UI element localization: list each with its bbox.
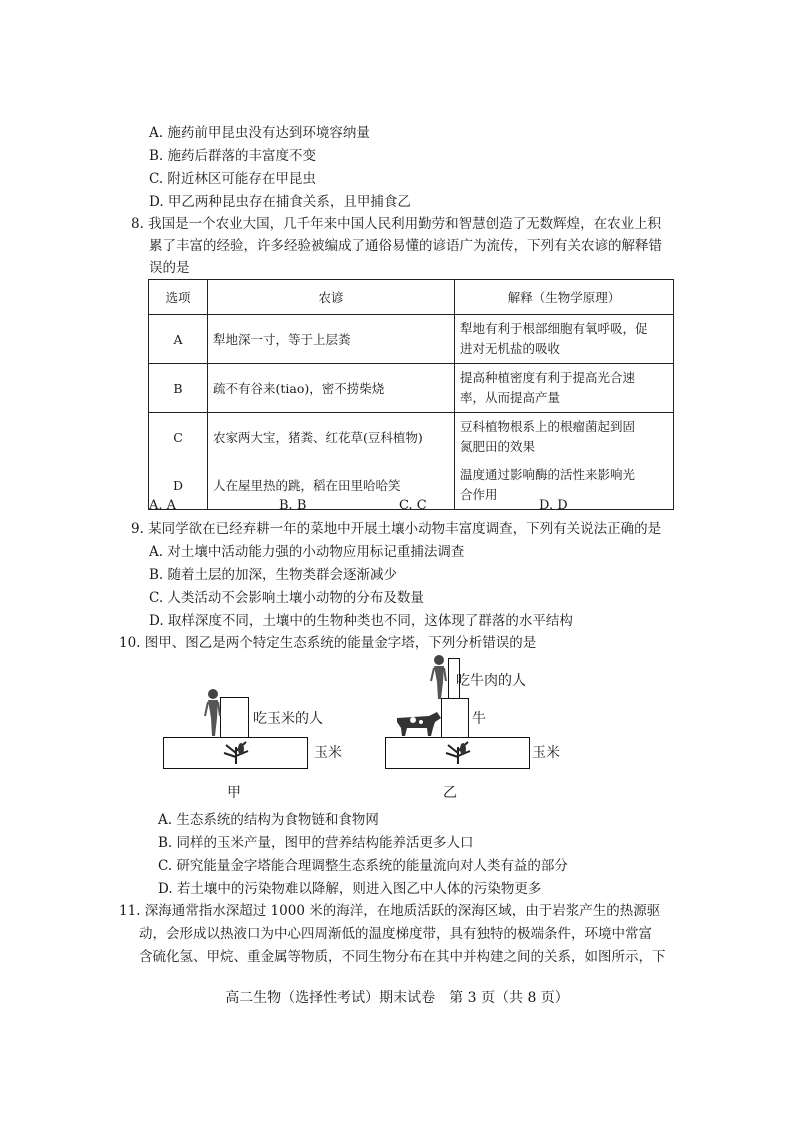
jia-top-level — [220, 697, 249, 739]
q8-choice-a: A. A — [149, 498, 177, 513]
exp-line2: 进对无机盐的吸收 — [460, 341, 561, 356]
q10-option-a: A. 生态系统的结构为食物链和食物网 — [158, 812, 379, 828]
exp-line1: 豆科植物根系上的根瘤菌起到固 — [460, 419, 636, 434]
row-option: D — [149, 461, 208, 510]
table-row — [149, 413, 674, 462]
q10-stem: 10. 图甲、图乙是两个特定生态系统的能量金字塔，下列分析错误的是 — [119, 635, 537, 651]
corn-icon — [221, 739, 251, 765]
q7-option-d: D. 甲乙两种昆虫存在捕食关系，且甲捕食乙 — [149, 194, 411, 210]
yi-bottom-label: 玉米 — [532, 745, 560, 761]
person-icon — [203, 688, 223, 738]
yi-mid-label: 牛 — [472, 711, 486, 727]
person-icon — [429, 654, 449, 700]
jia-bottom-label: 玉米 — [314, 745, 342, 761]
row-explanation — [455, 413, 674, 462]
pyramid-jia — [163, 650, 363, 810]
q8-stem-line3: 误的是 — [149, 260, 190, 276]
row-explanation — [455, 315, 674, 364]
q8-choice-b: B. B — [279, 498, 307, 513]
row-option: A — [149, 315, 208, 364]
row-option: C — [149, 413, 208, 462]
table-header-row — [149, 280, 674, 315]
exp-line2: 率，从而提高产量 — [460, 390, 561, 405]
jia-caption: 甲 — [227, 785, 241, 801]
yi-caption: 乙 — [443, 785, 457, 801]
q8-choice-c: C. C — [399, 498, 427, 513]
table-row — [149, 364, 674, 413]
q9-stem: 9. 某同学欲在已经弃耕一年的菜地中开展土壤小动物丰富度调查，下列有关说法正确的是 — [131, 521, 662, 537]
row-saying: 疏不有谷来(tiao)，密不捞柴烧 — [208, 364, 455, 413]
table-row — [149, 315, 674, 364]
exp-line1: 提高种植密度有利于提高光合速 — [460, 370, 636, 385]
pyramid-yi — [385, 650, 585, 810]
exp-line1: 温度通过影响酶的活性来影响光 — [460, 467, 636, 482]
q8-choice-d: D. D — [539, 498, 568, 513]
q10-option-d: D. 若土壤中的污染物难以降解，则进入图乙中人体的污染物更多 — [158, 881, 542, 897]
q10-option-c: C. 研究能量金字塔能合理调整生态系统的能量流向对人类有益的部分 — [158, 858, 568, 874]
q9-option-d: D. 取样深度不同，土壤中的生物种类也不同，这体现了群落的水平结构 — [149, 613, 573, 629]
yi-mid-level — [441, 698, 469, 739]
header-explanation: 解释（生物学原理） — [455, 280, 674, 315]
cow-icon — [393, 708, 443, 738]
q11-line1: 11. 深海通常指水深超过 1000 米的海洋，在地质活跃的深海区域，由于岩浆产生的热源驱 — [119, 903, 661, 919]
header-saying: 农谚 — [208, 280, 455, 315]
q9-option-c: C. 人类活动不会影响土壤小动物的分布及数量 — [149, 590, 424, 606]
corn-icon — [443, 739, 473, 765]
exp-line2: 合作用 — [460, 487, 498, 502]
q11-line3: 含硫化氢、甲烷、重金属等物质，不同生物分布在其中并构建之间的关系，如图所示，下 — [139, 949, 666, 965]
exp-line2: 氮肥田的效果 — [460, 439, 536, 454]
row-option: B — [149, 364, 208, 413]
row-explanation — [455, 364, 674, 413]
q8-table — [148, 279, 674, 510]
q7-option-c: C. 附近林区可能存在甲昆虫 — [149, 171, 316, 187]
row-saying: 农家两大宝，猪粪、红花草(豆科植物) — [208, 413, 455, 462]
q8-stem-line1: 8. 我国是一个农业大国，几千年来中国人民利用勤劳和智慧创造了无数辉煌，在农业上积 — [131, 216, 662, 232]
q10-option-b: B. 同样的玉米产量，图甲的营养结构能养活更多人口 — [158, 835, 474, 851]
q9-option-a: A. 对土壤中活动能力强的小动物应用标记重捕法调查 — [149, 544, 465, 560]
q8-stem-line2: 累了丰富的经验，许多经验被编成了通俗易懂的谚语广为流传，下列有关农谚的解释错 — [149, 238, 662, 254]
q7-option-a: A. 施药前甲昆虫没有达到环境容纳量 — [149, 125, 370, 141]
exp-line1: 犁地有利于根部细胞有氧呼吸，促 — [460, 321, 648, 336]
q11-line2: 动，会形成以热液口为中心四周渐低的温度梯度带，具有独特的极端条件，环境中常富 — [139, 926, 652, 942]
jia-top-label: 吃玉米的人 — [253, 711, 323, 727]
q9-option-b: B. 随着土层的加深，生物类群会逐渐减少 — [149, 567, 398, 583]
header-option: 选项 — [149, 280, 208, 315]
row-saying: 犁地深一寸，等于上层粪 — [208, 315, 455, 364]
yi-top-label: 吃牛肉的人 — [456, 673, 526, 689]
q7-option-b: B. 施药后群落的丰富度不变 — [149, 148, 317, 164]
page-footer: 高二生物（选择性考试）期末试卷 第 3 页（共 8 页） — [225, 990, 569, 1006]
row-saying: 人在屋里热的跳，稻在田里哈哈笑 — [208, 461, 455, 510]
